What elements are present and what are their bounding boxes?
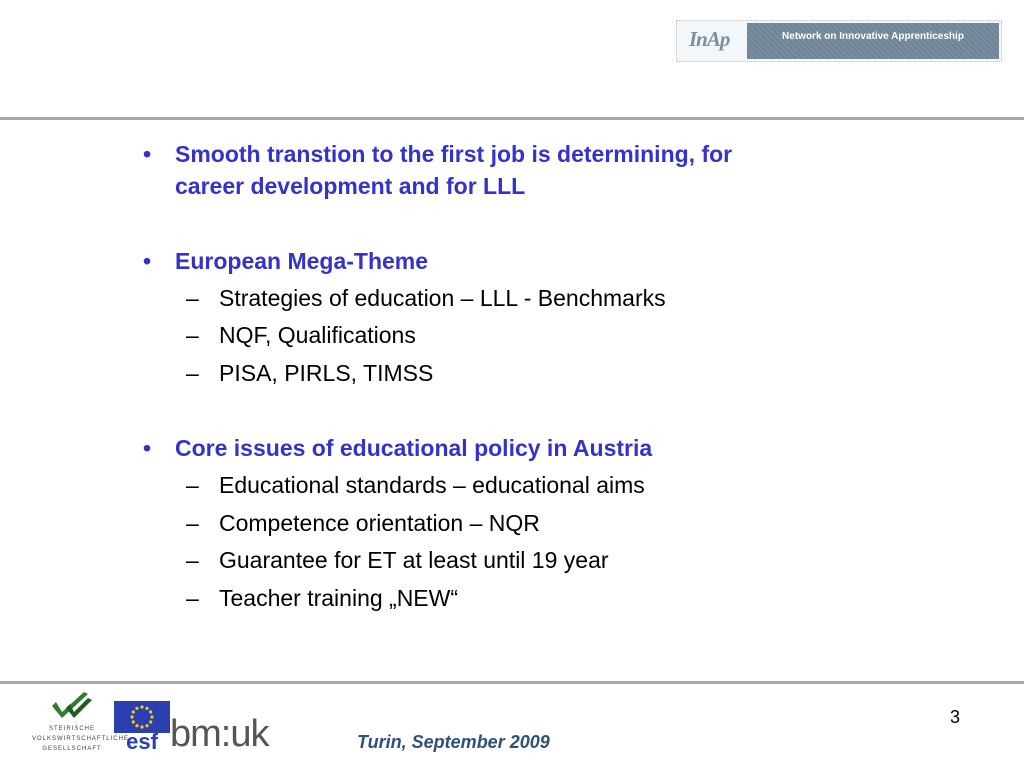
sub-marker: – — [186, 472, 199, 498]
sub-marker: – — [186, 285, 199, 311]
bullet-3-heading: Core issues of educational policy in Austria — [175, 435, 653, 461]
bullet-marker: • — [143, 435, 152, 461]
esf-text: esf — [126, 729, 158, 754]
bullet-1-line-1: Smooth transtion to the first job is determining, for — [175, 141, 733, 167]
sub-marker: – — [186, 547, 199, 573]
esf-logo — [114, 701, 170, 753]
bullet-3-subitem: Teacher training „NEW“ — [219, 585, 459, 611]
bullet-2-subitem: Strategies of education – LLL - Benchmarks — [219, 285, 666, 311]
bullet-2-subitem: NQF, Qualifications — [219, 322, 416, 348]
sub-marker: – — [186, 585, 199, 611]
sub-marker: – — [186, 322, 199, 348]
steirische-text-2: VOLKSWIRTSCHAFTLICHE — [32, 736, 129, 742]
bmuk-logo: bm:uk — [170, 713, 269, 755]
footer-divider — [0, 681, 1024, 684]
bullet-2-subitem: PISA, PIRLS, TIMSS — [219, 360, 434, 386]
inap-brand-mark: InAp — [689, 27, 730, 51]
steirische-text-3: GESELLSCHAFT — [42, 746, 102, 752]
sub-marker: – — [186, 510, 199, 536]
bullet-3-subitem: Guarantee for ET at least until 19 year — [219, 547, 609, 573]
bullet-3-subitem: Competence orientation – NQR — [219, 510, 540, 536]
bullet-2-heading: European Mega-Theme — [175, 248, 429, 274]
sub-marker: – — [186, 360, 199, 386]
steirische-text-1: STEIRISCHE — [48, 726, 95, 732]
bullet-marker: • — [143, 248, 152, 274]
bullet-3-subitem: Educational standards – educational aims — [219, 472, 645, 498]
footer-event: Turin, September 2009 — [357, 732, 550, 752]
page-number: 3 — [950, 707, 961, 727]
bullet-marker: • — [143, 141, 152, 167]
steirische-logo — [32, 690, 129, 756]
bullet-1-line-2: career development and for LLL — [175, 173, 526, 199]
inap-banner-text: Network on Innovative Apprenticeship — [782, 31, 964, 42]
checkmark-icon — [32, 690, 112, 724]
